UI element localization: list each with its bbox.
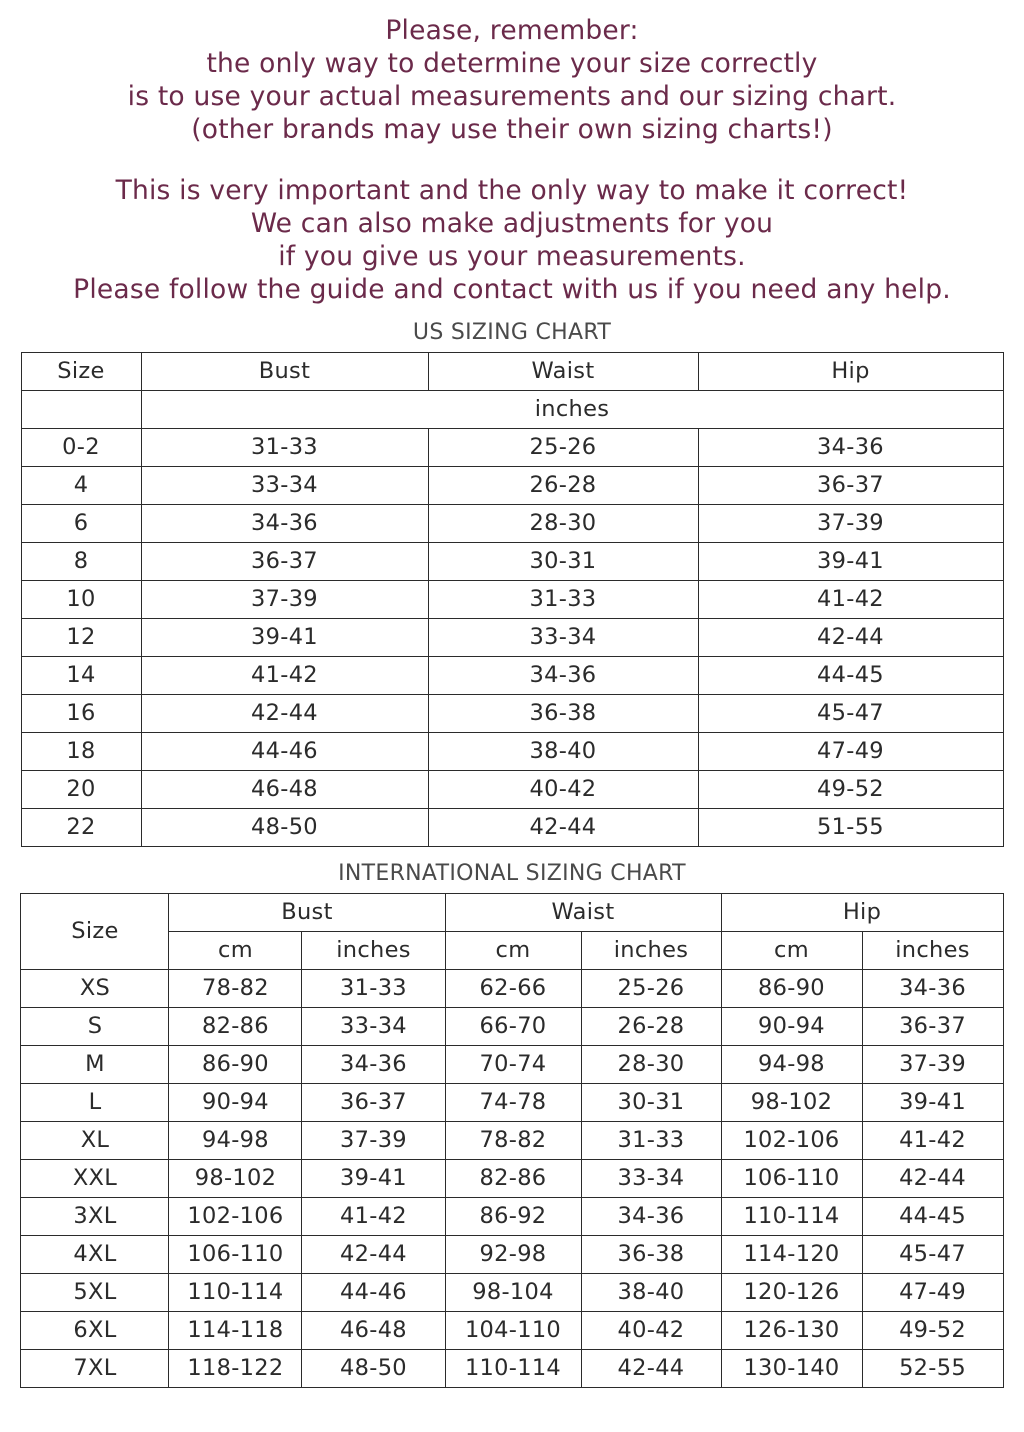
table-cell: 42-44 xyxy=(862,1160,1003,1198)
us-chart-title: US SIZING CHART xyxy=(412,320,612,345)
table-row xyxy=(21,1350,1003,1388)
table-row xyxy=(21,543,1003,581)
table-cell: 0-2 xyxy=(21,429,141,467)
unit-header: inches xyxy=(862,932,1003,970)
table-cell: 31-33 xyxy=(302,970,445,1008)
intro-line: the only way to determine your size correctly xyxy=(206,48,818,79)
table-cell: 26-28 xyxy=(428,467,698,505)
table-cell: 130-140 xyxy=(721,1350,862,1388)
table-cell: 98-102 xyxy=(721,1084,862,1122)
unit-row-blank xyxy=(21,391,141,429)
table-row xyxy=(21,1312,1003,1350)
table-cell: 20 xyxy=(21,771,141,809)
table-cell: 41-42 xyxy=(141,657,428,695)
table-cell: 33-34 xyxy=(302,1008,445,1046)
table-cell: 51-55 xyxy=(698,809,1003,847)
table-cell: 45-47 xyxy=(698,695,1003,733)
table-cell: 120-126 xyxy=(721,1274,862,1312)
table-cell: 49-52 xyxy=(698,771,1003,809)
unit-header: cm xyxy=(445,932,581,970)
international-sizing-table xyxy=(20,893,1003,1388)
table-cell: 28-30 xyxy=(581,1046,721,1084)
table-header-row xyxy=(21,353,1003,391)
table-cell: 36-38 xyxy=(581,1236,721,1274)
table-cell: 41-42 xyxy=(698,581,1003,619)
table-row xyxy=(21,1008,1003,1046)
table-cell: 3XL xyxy=(21,1198,169,1236)
table-cell: 31-33 xyxy=(141,429,428,467)
table-cell: 34-36 xyxy=(581,1198,721,1236)
table-cell: 44-45 xyxy=(862,1198,1003,1236)
table-cell: 30-31 xyxy=(428,543,698,581)
table-cell: 48-50 xyxy=(141,809,428,847)
table-cell: 47-49 xyxy=(862,1274,1003,1312)
table-cell: 82-86 xyxy=(445,1160,581,1198)
table-row xyxy=(21,1236,1003,1274)
table-cell: L xyxy=(21,1084,169,1122)
table-cell: 6XL xyxy=(21,1312,169,1350)
table-cell: 46-48 xyxy=(141,771,428,809)
intro-line: This is very important and the only way to make it correct! xyxy=(115,175,909,206)
table-cell: 102-106 xyxy=(169,1198,302,1236)
unit-row xyxy=(21,391,1003,429)
table-cell: 90-94 xyxy=(721,1008,862,1046)
table-cell: 44-46 xyxy=(302,1274,445,1312)
table-cell: 86-90 xyxy=(169,1046,302,1084)
table-cell: 42-44 xyxy=(428,809,698,847)
table-cell: 36-38 xyxy=(428,695,698,733)
table-row xyxy=(21,733,1003,771)
table-cell: 34-36 xyxy=(428,657,698,695)
unit-header: inches xyxy=(581,932,721,970)
table-cell: 78-82 xyxy=(445,1122,581,1160)
table-cell: 39-41 xyxy=(862,1084,1003,1122)
table-cell: 70-74 xyxy=(445,1046,581,1084)
table-cell: XXL xyxy=(21,1160,169,1198)
table-row xyxy=(21,505,1003,543)
table-cell: 36-37 xyxy=(141,543,428,581)
table-cell: 37-39 xyxy=(698,505,1003,543)
table-cell: 16 xyxy=(21,695,141,733)
table-cell: 34-36 xyxy=(141,505,428,543)
table-cell: 37-39 xyxy=(862,1046,1003,1084)
table-cell: 34-36 xyxy=(862,970,1003,1008)
table-cell: 5XL xyxy=(21,1274,169,1312)
intl-chart-title: INTERNATIONAL SIZING CHART xyxy=(338,861,686,886)
table-cell: 52-55 xyxy=(862,1350,1003,1388)
table-row xyxy=(21,695,1003,733)
table-row xyxy=(21,1160,1003,1198)
table-cell: 33-34 xyxy=(581,1160,721,1198)
table-row xyxy=(21,619,1003,657)
table-cell: 98-102 xyxy=(169,1160,302,1198)
table-cell: XS xyxy=(21,970,169,1008)
table-cell: 102-106 xyxy=(721,1122,862,1160)
unit-header: inches xyxy=(302,932,445,970)
table-cell: 31-33 xyxy=(581,1122,721,1160)
table-cell: M xyxy=(21,1046,169,1084)
us-sizing-table xyxy=(21,352,1004,847)
intro-line: (other brands may use their own sizing charts!) xyxy=(191,114,833,145)
table-row xyxy=(21,1198,1003,1236)
unit-label: inches xyxy=(141,391,1003,429)
table-cell: 48-50 xyxy=(302,1350,445,1388)
table-cell: 7XL xyxy=(21,1350,169,1388)
table-cell: 4 xyxy=(21,467,141,505)
table-cell: 44-46 xyxy=(141,733,428,771)
table-cell: 110-114 xyxy=(721,1198,862,1236)
table-cell: 40-42 xyxy=(428,771,698,809)
table-cell: 25-26 xyxy=(581,970,721,1008)
table-cell: 39-41 xyxy=(698,543,1003,581)
intro-line: if you give us your measurements. xyxy=(278,241,746,272)
column-header: Waist xyxy=(428,353,698,391)
table-cell: 44-45 xyxy=(698,657,1003,695)
table-cell: 82-86 xyxy=(169,1008,302,1046)
table-cell: 34-36 xyxy=(302,1046,445,1084)
table-cell: 110-114 xyxy=(169,1274,302,1312)
table-cell: 12 xyxy=(21,619,141,657)
table-cell: 33-34 xyxy=(428,619,698,657)
table-row xyxy=(21,467,1003,505)
table-cell: 42-44 xyxy=(581,1350,721,1388)
table-row xyxy=(21,771,1003,809)
table-cell: 41-42 xyxy=(302,1198,445,1236)
table-cell: 94-98 xyxy=(169,1122,302,1160)
table-cell: 114-120 xyxy=(721,1236,862,1274)
table-cell: 36-37 xyxy=(862,1008,1003,1046)
table-cell: 33-34 xyxy=(141,467,428,505)
table-row xyxy=(21,970,1003,1008)
unit-header-row xyxy=(21,932,1003,970)
table-cell: 114-118 xyxy=(169,1312,302,1350)
table-cell: 118-122 xyxy=(169,1350,302,1388)
table-cell: 39-41 xyxy=(141,619,428,657)
column-header: Size xyxy=(21,353,141,391)
table-cell: 39-41 xyxy=(302,1160,445,1198)
table-cell: 62-66 xyxy=(445,970,581,1008)
table-cell: 86-90 xyxy=(721,970,862,1008)
table-row xyxy=(21,657,1003,695)
table-cell: 31-33 xyxy=(428,581,698,619)
unit-header: cm xyxy=(169,932,302,970)
column-header-group: Bust xyxy=(169,894,445,932)
table-cell: 126-130 xyxy=(721,1312,862,1350)
table-cell: 46-48 xyxy=(302,1312,445,1350)
table-cell: 22 xyxy=(21,809,141,847)
table-row xyxy=(21,429,1003,467)
intro-line: Please, remember: xyxy=(385,15,639,46)
table-header-row xyxy=(21,894,1003,932)
table-row xyxy=(21,581,1003,619)
table-cell: 92-98 xyxy=(445,1236,581,1274)
table-cell: 38-40 xyxy=(428,733,698,771)
column-header: Size xyxy=(21,894,169,970)
table-cell: 28-30 xyxy=(428,505,698,543)
table-cell: 40-42 xyxy=(581,1312,721,1350)
unit-header: cm xyxy=(721,932,862,970)
column-header-group: Hip xyxy=(721,894,1003,932)
intro-spacer xyxy=(18,146,1006,174)
table-cell: 98-104 xyxy=(445,1274,581,1312)
table-cell: 66-70 xyxy=(445,1008,581,1046)
table-row xyxy=(21,1122,1003,1160)
table-cell: 74-78 xyxy=(445,1084,581,1122)
table-cell: 8 xyxy=(21,543,141,581)
table-cell: 37-39 xyxy=(302,1122,445,1160)
intro-text-block xyxy=(18,14,1006,306)
table-cell: 42-44 xyxy=(698,619,1003,657)
table-cell: S xyxy=(21,1008,169,1046)
intro-line: is to use your actual measurements and our sizing chart. xyxy=(127,81,897,112)
table-cell: 78-82 xyxy=(169,970,302,1008)
table-cell: 110-114 xyxy=(445,1350,581,1388)
table-cell: 86-92 xyxy=(445,1198,581,1236)
table-cell: 34-36 xyxy=(698,429,1003,467)
table-cell: 90-94 xyxy=(169,1084,302,1122)
table-cell: 38-40 xyxy=(581,1274,721,1312)
table-cell: 94-98 xyxy=(721,1046,862,1084)
table-cell: 106-110 xyxy=(169,1236,302,1274)
table-cell: 47-49 xyxy=(698,733,1003,771)
table-cell: 104-110 xyxy=(445,1312,581,1350)
table-cell: 25-26 xyxy=(428,429,698,467)
table-row xyxy=(21,1274,1003,1312)
table-cell: 14 xyxy=(21,657,141,695)
table-cell: 6 xyxy=(21,505,141,543)
intro-line: Please follow the guide and contact with us if you need any help. xyxy=(73,274,951,305)
table-cell: XL xyxy=(21,1122,169,1160)
table-row xyxy=(21,1046,1003,1084)
table-cell: 30-31 xyxy=(581,1084,721,1122)
table-cell: 42-44 xyxy=(302,1236,445,1274)
intro-line: We can also make adjustments for you xyxy=(250,208,774,239)
table-cell: 36-37 xyxy=(302,1084,445,1122)
table-row xyxy=(21,1084,1003,1122)
column-header-group: Waist xyxy=(445,894,721,932)
table-cell: 37-39 xyxy=(141,581,428,619)
column-header: Bust xyxy=(141,353,428,391)
table-cell: 106-110 xyxy=(721,1160,862,1198)
table-row xyxy=(21,809,1003,847)
table-cell: 41-42 xyxy=(862,1122,1003,1160)
table-cell: 10 xyxy=(21,581,141,619)
table-cell: 49-52 xyxy=(862,1312,1003,1350)
table-cell: 4XL xyxy=(21,1236,169,1274)
table-cell: 26-28 xyxy=(581,1008,721,1046)
table-cell: 42-44 xyxy=(141,695,428,733)
table-cell: 36-37 xyxy=(698,467,1003,505)
table-cell: 45-47 xyxy=(862,1236,1003,1274)
table-cell: 18 xyxy=(21,733,141,771)
column-header: Hip xyxy=(698,353,1003,391)
